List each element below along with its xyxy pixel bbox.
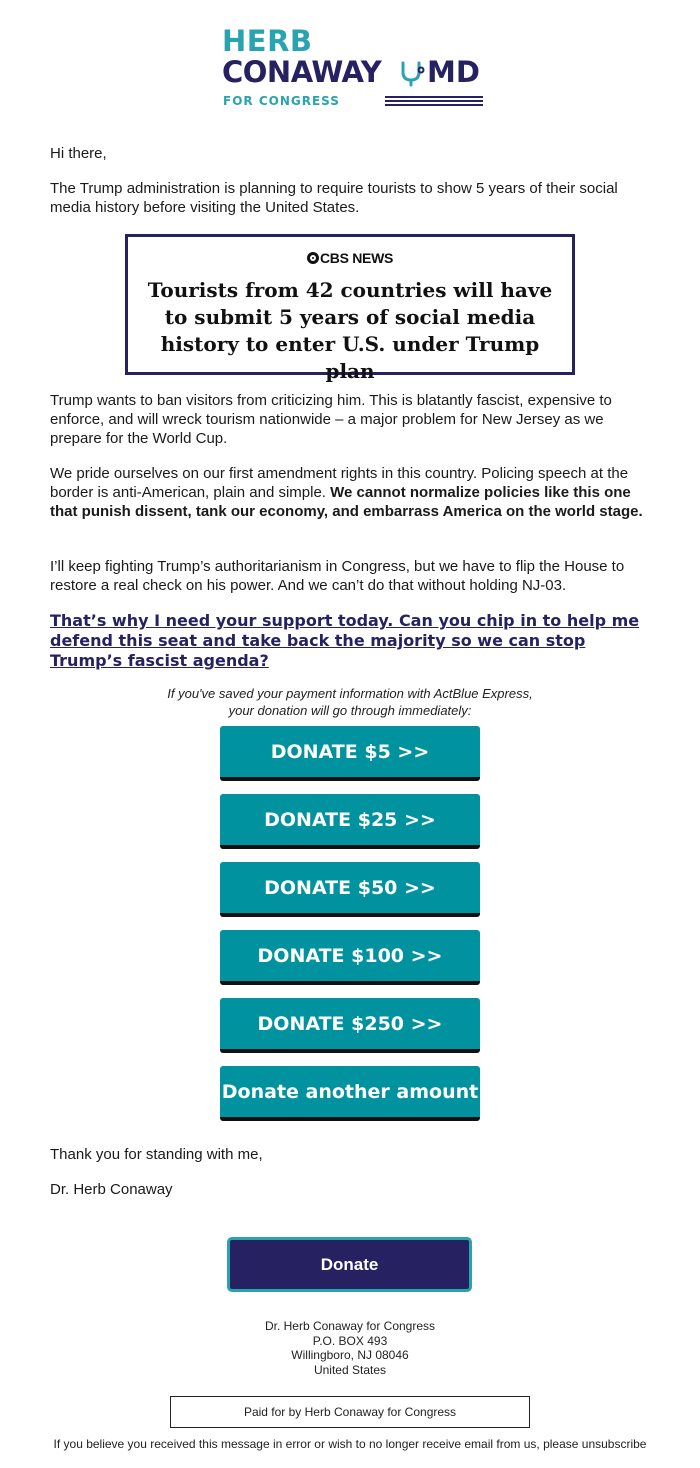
greeting: Hi there, — [50, 145, 107, 162]
signoff: Thank you for standing with me, — [50, 1146, 263, 1163]
logo-md: MD — [427, 55, 480, 89]
actblue-express-note — [100, 685, 600, 719]
express-note-line-2: your donation will go through immediately: — [228, 703, 472, 718]
footer-donate-button[interactable]: Donate — [227, 1237, 472, 1292]
news-headline: Tourists from 42 countries will have to submit 5 years of social media history to enter U.S. under Trump plan — [147, 278, 553, 383]
donate-25-button[interactable]: DONATE $25 >> — [220, 794, 480, 849]
cbs-eye-icon — [307, 252, 319, 264]
donate-50-button[interactable]: DONATE $50 >> — [220, 862, 480, 917]
donate-100-button[interactable]: DONATE $100 >> — [220, 930, 480, 985]
address-line: Dr. Herb Conaway for Congress — [264, 1319, 436, 1333]
donate-250-button[interactable]: DONATE $250 >> — [220, 998, 480, 1053]
paid-for-disclaimer: Paid for by Herb Conaway for Congress — [170, 1396, 530, 1428]
campaign-logo — [222, 26, 484, 112]
express-note-line-1: If you've saved your payment information with ActBlue Express, — [167, 686, 533, 701]
intro-paragraph: The Trump administration is planning to require tourists to show 5 years of their social media history before visiting the United States. — [50, 180, 618, 216]
paragraph-4: I’ll keep fighting Trump’s authoritarianism in Congress, but we have to flip the House to restore a real check on his power. And we can’t do that without holding NJ-03. — [50, 558, 625, 594]
unsubscribe-notice[interactable]: If you believe you received this message in error or wish to no longer receive email from us, please unsubscribe — [53, 1437, 647, 1451]
address-line: P.O. BOX 493 — [312, 1333, 388, 1348]
logo-first-name: HERB — [222, 24, 313, 58]
paragraph-2: Trump wants to ban visitors from criticizing him. This is blatantly fascist, expensive to enforce, and will wreck tourism nationwide – a major problem for New Jersey as we prepare for the World Cup. — [50, 392, 612, 447]
logo-tagline: FOR CONGRESS — [223, 94, 340, 108]
mailing-address — [150, 1319, 550, 1377]
news-source: CBS NEWS — [319, 250, 394, 266]
donate-5-button[interactable]: DONATE $5 >> — [220, 726, 480, 781]
address-line: Willingboro, NJ 08046 — [291, 1348, 409, 1362]
stethoscope-icon — [398, 60, 426, 88]
support-cta-link[interactable]: That’s why I need your support today. Can you chip in to help me defend this seat and take back the majority so we can stop Trump’s fascist agenda? — [50, 611, 640, 670]
cbs-news-logo — [128, 250, 572, 266]
address-line: United States — [313, 1362, 387, 1377]
paragraph-3 — [50, 464, 654, 521]
news-headline-card[interactable] — [125, 234, 575, 383]
logo-decorative-lines — [385, 96, 483, 108]
logo-last-name: CONAWAY — [222, 55, 382, 89]
signature: Dr. Herb Conaway — [50, 1181, 173, 1198]
donate-other-amount-button[interactable]: Donate another amount — [220, 1066, 480, 1121]
paragraph-3-text: We pride ourselves on our first amendment rights in this country. Policing speech at the border is anti-American, plain and simple. — [50, 465, 629, 501]
paragraph-3-bold: We cannot normalize policies like this one that punish dissent, tank our economy, and embarrass America on the world stage. — [50, 484, 643, 520]
